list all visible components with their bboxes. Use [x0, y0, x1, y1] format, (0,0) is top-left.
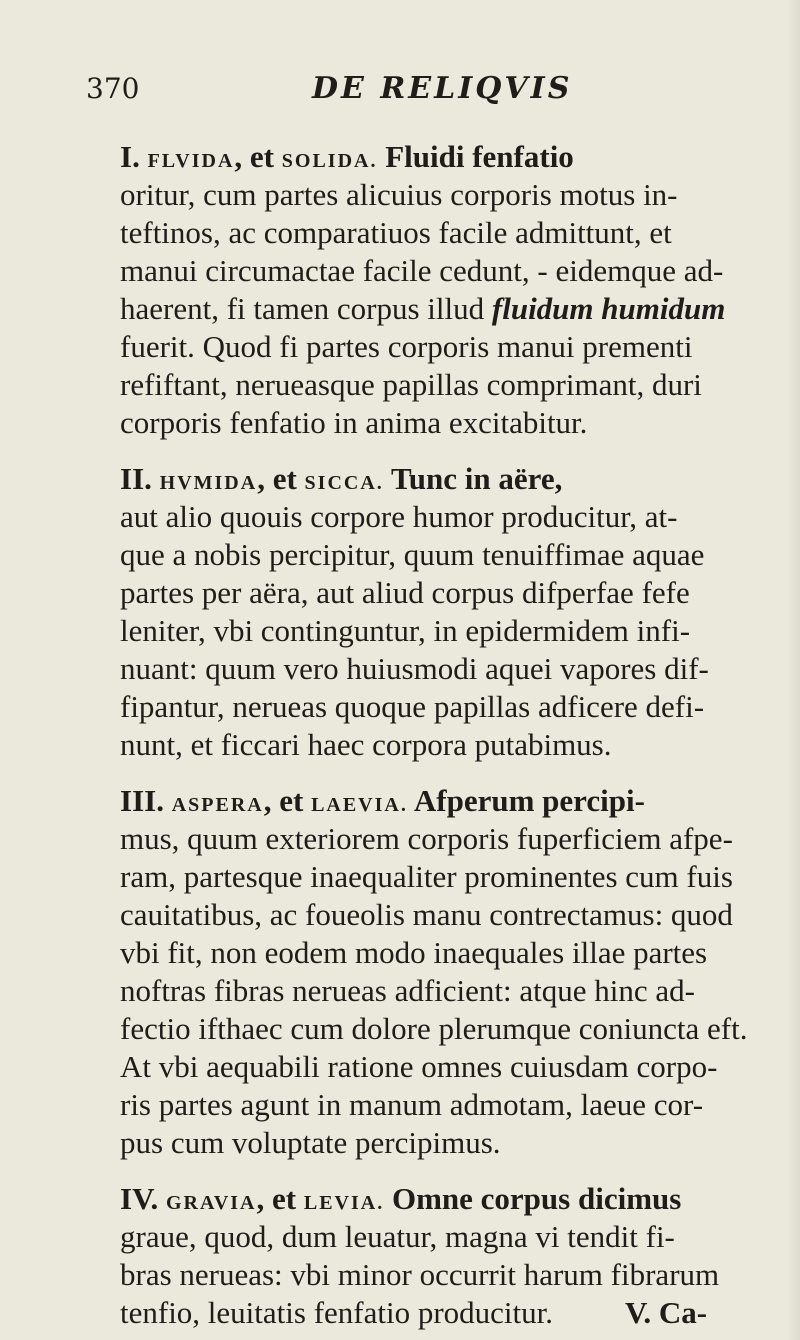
- section-term: SOLIDA.: [281, 150, 378, 172]
- section-term-separator: , et: [257, 461, 297, 496]
- section-term-separator: , et: [263, 783, 304, 818]
- paragraph-line: partes per aëra, aut aliud corpus difperfae fefe: [120, 575, 690, 610]
- paragraph-4-heading: [120, 1180, 681, 1222]
- paragraph-line: que a nobis percipitur, quum tenuiffimae aquae: [120, 537, 705, 572]
- paragraph-line: pus cum voluptate percipimus.: [120, 1125, 501, 1160]
- paragraph-line: ris partes agunt in manum admotam, laeue cor-: [120, 1087, 704, 1122]
- section-number: II.: [120, 461, 152, 496]
- paragraph-line: fuerit. Quod fi partes corporis manui prementi: [120, 329, 693, 364]
- paragraph-line: aut alio quouis corpore humor producitur, at-: [120, 499, 678, 534]
- paragraph-line: graue, quod, dum leuatur, magna vi tendit fi-: [120, 1219, 675, 1254]
- section-term: GRAVIA: [165, 1192, 257, 1214]
- paragraph-line-text: haerent, fi tamen corpus illud: [120, 291, 485, 326]
- section-term-separator: , et: [234, 139, 275, 174]
- paragraph-line: mus, quum exteriorem corporis fuperficiem afpe-: [120, 821, 733, 856]
- paragraph-line: fectio ifthaec cum dolore plerumque coniuncta eft.: [120, 1011, 748, 1046]
- paragraph-line: teftinos, ac comparatiuos facile admittunt, et: [120, 215, 672, 250]
- paragraph-line: refiftant, nerueasque papillas comprimant, duri: [120, 367, 702, 402]
- paragraph-line: ram, partesque inaequaliter prominentes cum fuis: [120, 859, 733, 894]
- italic-phrase: fluidum humidum: [491, 291, 726, 326]
- paragraph-1-heading: [120, 138, 574, 180]
- paragraph-line: At vbi aequabili ratione omnes cuiusdam corpo-: [120, 1049, 718, 1084]
- paragraph-line: cauitatibus, ac foueolis manu contrectamus: quod: [120, 897, 733, 932]
- paragraph-line: vbi fit, non eodem modo inaequales illae partes: [120, 935, 708, 970]
- page-number: 370: [86, 72, 140, 105]
- paragraph-line-text: Fluidi fenfatio: [377, 139, 574, 174]
- paragraph-line: leniter, vbi continguntur, in epidermidem infi-: [120, 613, 691, 648]
- paragraph-line-text: Tunc in aëre,: [383, 461, 563, 496]
- section-term: ASPERA: [171, 794, 264, 816]
- paragraph-line-text: Afperum percipi-: [407, 783, 645, 818]
- paragraph-line: oritur, cum partes alicuius corporis motus in-: [120, 177, 678, 212]
- paragraph-line: [120, 290, 725, 328]
- paragraph-line: bras nerueas: vbi minor occurrit harum fibrarum: [120, 1257, 720, 1292]
- paragraph-line: corporis fenfatio in anima excitabitur.: [120, 405, 588, 440]
- paragraph-line: [120, 1294, 707, 1332]
- paragraph-line: fipantur, nerueas quoque papillas adficere defi-: [120, 689, 705, 724]
- catchword: V. Ca-: [625, 1295, 708, 1330]
- paragraph-line: manui circumactae facile cedunt, - eidemque ad-: [120, 253, 724, 288]
- paragraph-3-heading: [120, 782, 645, 824]
- section-term-separator: , et: [256, 1181, 297, 1216]
- section-term: SICCA.: [304, 472, 384, 494]
- section-term: LAEVIA.: [311, 794, 408, 816]
- section-number: III.: [120, 783, 164, 818]
- paragraph-line: nunt, et ficcari haec corpora putabimus.: [120, 727, 612, 762]
- section-number: IV.: [120, 1181, 159, 1216]
- section-term: LEVIA.: [303, 1192, 385, 1214]
- section-number: I.: [120, 139, 140, 174]
- section-term: FLVIDA: [147, 150, 235, 172]
- paragraph-line: noftras fibras nerueas adficient: atque hinc ad-: [120, 973, 695, 1008]
- paragraph-line: nuant: quum vero huiusmodi aquei vapores dif-: [120, 651, 709, 686]
- running-title: DE RELIQVIS: [312, 71, 573, 106]
- paragraph-2-heading: [120, 460, 562, 502]
- section-term: HVMIDA: [159, 472, 258, 494]
- paragraph-line-text: tenfio, leuitatis fenfatio producitur.: [120, 1295, 554, 1330]
- paragraph-line-text: Omne corpus dicimus: [384, 1181, 682, 1216]
